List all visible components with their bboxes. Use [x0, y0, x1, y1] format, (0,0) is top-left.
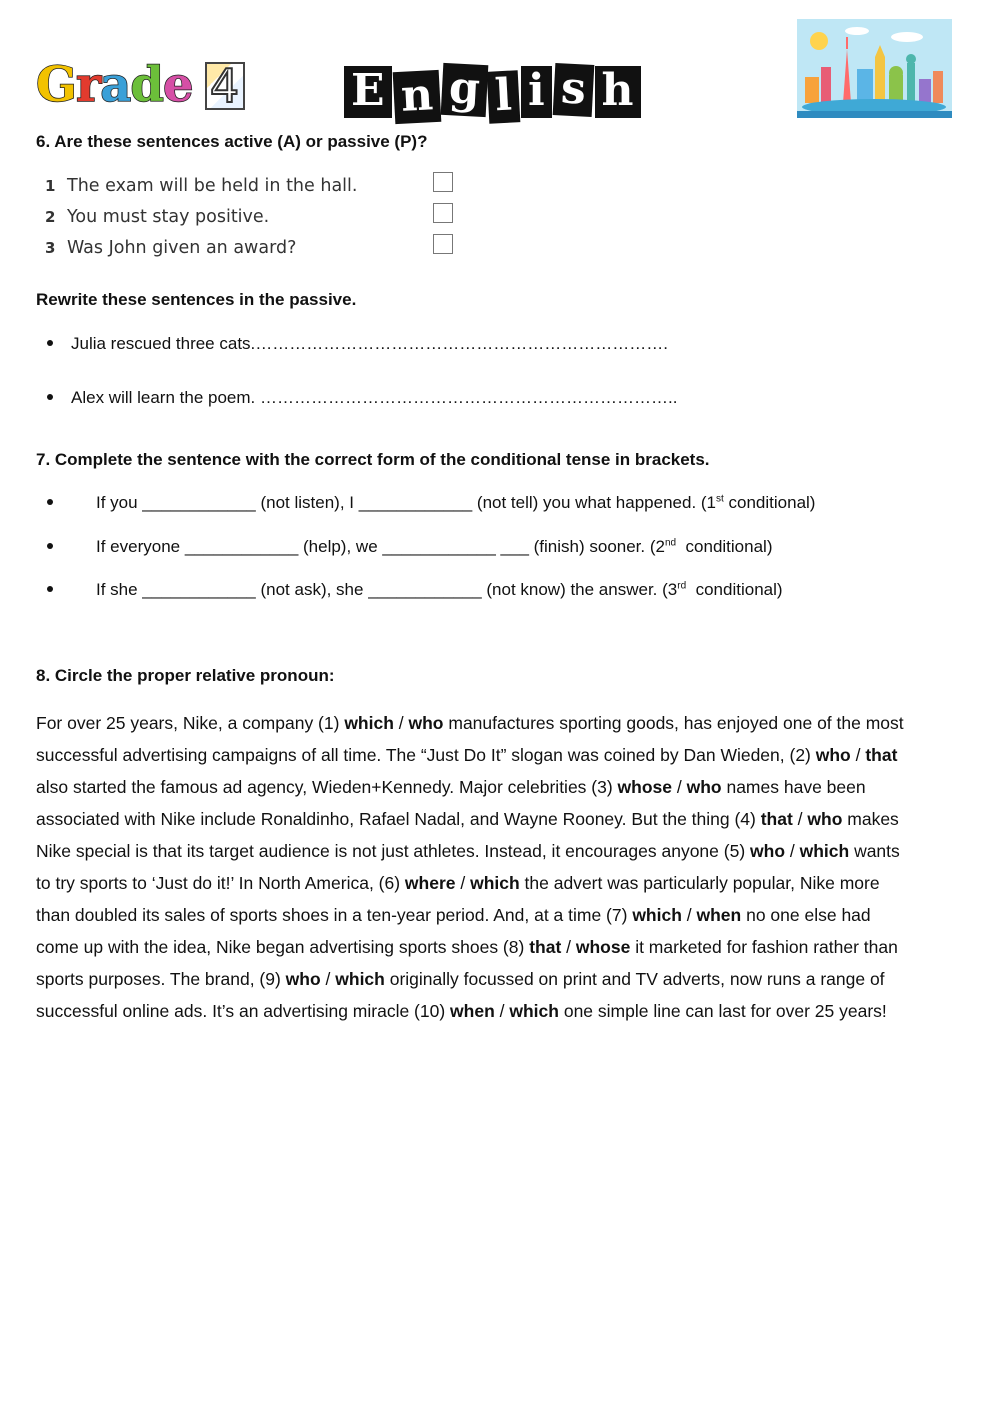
- paragraph-line: [36, 835, 961, 867]
- pronoun-option[interactable]: whose: [575, 937, 631, 957]
- rewrite-heading: Rewrite these sentences in the passive.: [36, 290, 357, 309]
- exercise7-heading: 7. Complete the sentence with the correct form of the conditional tense in brackets.: [36, 450, 710, 469]
- item-text: The exam will be held in the hall.: [67, 176, 358, 196]
- paragraph-text: /: [561, 937, 576, 957]
- pronoun-option[interactable]: which: [470, 873, 520, 893]
- paragraph-text: /: [455, 873, 471, 893]
- grade-logo-letter: e: [162, 57, 193, 113]
- rewrite-item: [71, 333, 668, 355]
- pronoun-option[interactable]: that: [865, 745, 898, 765]
- grade-logo-letter: d: [130, 57, 163, 113]
- english-logo-letter: g: [440, 63, 487, 117]
- pronoun-option[interactable]: who: [686, 777, 722, 797]
- exercise6-heading: 6. Are these sentences active (A) or passive (P)?: [36, 132, 428, 151]
- nike-paragraph: [36, 707, 961, 1027]
- list-item: [45, 207, 269, 229]
- paragraph-text: /: [850, 745, 866, 765]
- grade-logo-letter: a: [100, 57, 131, 113]
- paragraph-line: [36, 995, 961, 1027]
- pronoun-option[interactable]: where: [404, 873, 456, 893]
- english-logo-letter: E: [344, 66, 392, 118]
- english-logo-letter: h: [595, 66, 641, 118]
- pronoun-option[interactable]: when: [450, 1001, 495, 1021]
- pronoun-option[interactable]: which: [799, 841, 850, 861]
- paragraph-text: /: [494, 1001, 510, 1021]
- bullet-icon: [47, 340, 53, 346]
- answer-blank[interactable]: ……………………………………………………………….: [255, 334, 668, 353]
- paragraph-line: [36, 931, 961, 963]
- bullet-icon: [47, 499, 53, 505]
- paragraph-text: names have been: [721, 777, 866, 797]
- paragraph-text: /: [320, 969, 336, 989]
- paragraph-text: it marketed for fashion rather than: [630, 937, 898, 957]
- paragraph-text: makes: [842, 809, 899, 829]
- pronoun-option[interactable]: when: [696, 905, 742, 925]
- list-item: [45, 238, 296, 260]
- answer-blank[interactable]: ………………………………………………………………..: [259, 388, 678, 407]
- pronoun-option[interactable]: which: [509, 1001, 559, 1021]
- paragraph-text: /: [672, 777, 687, 797]
- paragraph-text: wants: [849, 841, 900, 861]
- paragraph-line: [36, 739, 961, 771]
- paragraph-line: [36, 867, 961, 899]
- grade-number: 4: [205, 62, 245, 110]
- english-logo-letter: s: [552, 63, 593, 117]
- conditional-item: [96, 536, 772, 558]
- rewrite-sentence: Alex will learn the poem.: [71, 388, 260, 407]
- pronoun-option[interactable]: that: [529, 937, 562, 957]
- item-number: 3: [45, 239, 56, 257]
- paragraph-line: [36, 771, 961, 803]
- answer-checkbox[interactable]: [433, 203, 453, 223]
- list-item: [45, 176, 357, 198]
- pronoun-option[interactable]: who: [408, 713, 444, 733]
- paragraph-text: /: [393, 713, 409, 733]
- pronoun-option[interactable]: who: [750, 841, 786, 861]
- conditional-item: [96, 492, 815, 514]
- pronoun-option[interactable]: that: [760, 809, 793, 829]
- paragraph-text: one simple line can last for over 25 years!: [558, 1001, 887, 1021]
- paragraph-text: manufactures sporting goods, has enjoyed one of the most: [443, 713, 904, 733]
- paragraph-text: originally focussed on print and TV adverts, now runs a range of: [384, 969, 885, 989]
- bullet-icon: [47, 543, 53, 549]
- paragraph-line: [36, 899, 961, 931]
- english-logo-letter: n: [392, 70, 441, 124]
- paragraph-text: than doubled its sales of sports shoes in a ten-year period. And, at a time (7): [36, 905, 633, 925]
- english-logo-letter: i: [521, 66, 552, 118]
- answer-checkbox[interactable]: [433, 172, 453, 192]
- paragraph-text: also started the famous ad agency, Wieden+Kennedy. Major celebrities (3): [36, 777, 618, 797]
- conditional-item: [96, 579, 783, 601]
- conditional-type: conditional): [676, 537, 773, 556]
- pronoun-option[interactable]: who: [285, 969, 321, 989]
- paragraph-text: /: [785, 841, 800, 861]
- conditional-type: conditional): [723, 493, 816, 512]
- ordinal-suffix: nd: [664, 537, 677, 549]
- paragraph-text: /: [681, 905, 697, 925]
- pronoun-option[interactable]: which: [344, 713, 394, 733]
- paragraph-text: sports purposes. The brand, (9): [36, 969, 286, 989]
- item-number: 1: [45, 177, 56, 195]
- paragraph-text: Nike special is that its target audience is not just athletes. Instead, it encourages anyone (5): [36, 841, 751, 861]
- rewrite-sentence: Julia rescued three cats.: [71, 334, 256, 353]
- item-number: 2: [45, 208, 56, 226]
- pronoun-option[interactable]: who: [807, 809, 843, 829]
- conditional-sentence: If everyone ____________ (help), we ____________ ___ (finish) sooner. (2: [96, 537, 665, 556]
- paragraph-text: to try sports to ‘Just do it!’ In North America, (6): [36, 873, 405, 893]
- answer-checkbox[interactable]: [433, 234, 453, 254]
- pronoun-option[interactable]: which: [335, 969, 385, 989]
- conditional-sentence: If you ____________ (not listen), I ____________ (not tell) you what happened. (1: [96, 493, 717, 512]
- paragraph-text: come up with the idea, Nike began advertising sports shoes (8): [36, 937, 530, 957]
- paragraph-text: /: [792, 809, 808, 829]
- paragraph-text: the advert was particularly popular, Nike more: [519, 873, 880, 893]
- conditional-sentence: If she ____________ (not ask), she ____________ (not know) the answer. (3: [96, 580, 678, 599]
- bullet-icon: [47, 586, 53, 592]
- paragraph-text: successful online ads. It’s an advertising miracle (10): [36, 1001, 451, 1021]
- pronoun-option[interactable]: which: [632, 905, 682, 925]
- item-text: You must stay positive.: [67, 207, 270, 227]
- paragraph-text: no one else had: [741, 905, 871, 925]
- world-landmarks-illustration-icon: [797, 19, 952, 118]
- ordinal-suffix: st: [716, 493, 724, 505]
- grade-logo-letter: r: [76, 57, 101, 113]
- paragraph-line: [36, 803, 961, 835]
- paragraph-line: [36, 963, 961, 995]
- paragraph-text: For over 25 years, Nike, a company (1): [36, 713, 345, 733]
- paragraph-line: [36, 707, 961, 739]
- english-title-logo: [344, 62, 641, 122]
- rewrite-item: [71, 387, 677, 409]
- ordinal-suffix: rd: [677, 580, 687, 592]
- pronoun-option[interactable]: who: [815, 745, 851, 765]
- paragraph-text: associated with Nike include Ronaldinho, Rafael Nadal, and Wayne Rooney. But the thing (4): [36, 809, 761, 829]
- grade-logo-letter: G: [36, 57, 76, 113]
- grade-logo: [36, 57, 245, 113]
- paragraph-text: successful advertising campaigns of all time. The “Just Do It” slogan was coined by Dan Wieden, (2): [36, 745, 816, 765]
- exercise8-heading: 8. Circle the proper relative pronoun:: [36, 666, 335, 685]
- conditional-type: conditional): [686, 580, 783, 599]
- pronoun-option[interactable]: whose: [617, 777, 673, 797]
- bullet-icon: [47, 394, 53, 400]
- english-logo-letter: l: [487, 70, 520, 124]
- item-text: Was John given an award?: [67, 238, 297, 258]
